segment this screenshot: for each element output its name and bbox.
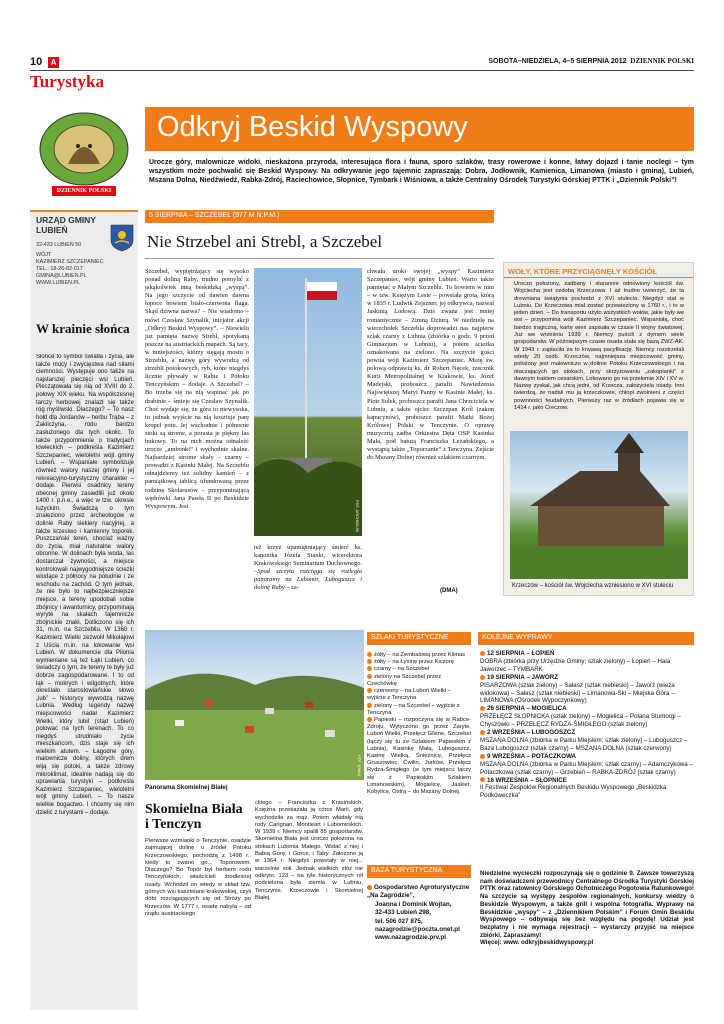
photo-caption-continuation: też krzyż upamiętniający śmierć ks. kanonika Józefa Stanki, wicerektora Krakowskiego Seminarium Duchownego. –Spod szczytu rozciąga się rozległa panoramy na Lubomir, Luboguszcz i dolinę Raby – za- (254, 544, 362, 592)
trail-item: zielony – na Szczebel – wyjście z Tenczyna (367, 702, 460, 716)
section-marker: A (48, 57, 59, 68)
article-kicker: 5 SIERPNIA – SZCZEBEL (977 M N.P.M.) (149, 212, 280, 219)
accommodation-website[interactable]: www.nazagrodzie.prv.pl (375, 934, 447, 942)
panorama-caption: Panorama Skomielnej Białej (145, 784, 228, 791)
issue-date: SOBOTA–NIEDZIELA, 4–5 SIERPNIA 2012 (488, 58, 627, 65)
article-title: Nie Strzebel ani Strebl, a Szczebel (147, 232, 383, 251)
sidebar-article-body: Słońce to symbol światła i życia, ale także mocy i zwycięstwa nad siłami ciemności. Występuje ono także na najstarszej pieczęci wsi Lubień. Pieczątowała się nią od XVIII do 2. połowy XIX wieku. Na współczesnej tarczy herbowej znalazł się także róg myśliwski. Dlaczego? – To nasz hołd dla Jordanów – herbu Trąba – z Zakliczyna, rodu bardzo zasłużonego dla tych okolic. To także przypomnienie o tradycjach łowieckich – podkreśla Kazimierz Szczepaniec, wieloletni wójt gminy Lubień. – Wspaniałe symbolizuje również walory naszej gminy i jej rekreacyjno-turystyczny charakter – dodaje. Pierwsi osadnicy tereny obecnej gminy zasiedlili już około 1400 r. p.n.e., a więc w tzw. okresie łużyckim. Świadczą o tym znaleziono przez archeologów w dolinie Raby siekiery nacyjnej, a także krzesiwo i kamienny toporek. Puszczański teren, chociaż ważny do życia, miał naturalne walory obronne. W dolinach była woda, las dostarczał żywności, a miejsce kontrolowali najwygodniejsze ścieżki wiodące z północy na południe i ze wschodu na zachód. O tym jednak, że nie było to najbezpieczniejsze miejsce, a tereny upodobali sobie zbójnicy i awanturnicy, przypominają wyryte na skałach tajemnicze zbójnickie znaki. Dolliczono się ich 31, m.in. na Szczebliu. W 1360 r. Kazimierz Wielki zezwolił Mikołajowi z Uścia m.in. na lokowanie wsi Lubień. W dokumencie dla Pilonia wymieniane są też Łąki Lubień, co świadczy o tym, że tereny te były już dobrze zagospodarowane. I to od łąk – mokrych i wilgotnych, które określało staroslowiańskie słowo „lub” – historycy wywodzą nazwę Lubnia. Według legendy nazwę miejscowości nadał Kazimierz Wielki, który lubił (stąd Lubień) polować na tych terenach. To co niegdyś utrudniało życie mieszkańcom, dziś staje się ich wielkim atutem. – Łagodne góry, malownicze doliny, których drem wiją się potoki, a także zdrowy mikroklimat, idealnie nadają się do uprawiania turystyki – podkreśla Kazimierz Szczepaniec, wieloletni wójt gminy Lubień. – To nasze wielkie bogactwo. I chcemy się nim dzielić z turystami – dodaje. (36, 354, 134, 816)
church-photo (510, 431, 688, 579)
article2-column-1: Pierwsze wzmianki o Tenczynie, osadzie zajmującej dolinę u źródeł Potoku Krzeczowskiego, pochodzą z 1498 r., kiedy to zwano go... Toporowem. Dlaczego? Bo Topór był herbem rodu Tenczyńskich, właścicieli środleśnej osady. Wchodził on wtedy w skład tzw. górnych wsi kasztelanii krakowskiej, czyli dóbr rozciągających się od Stróży po Krzeczów. W 1777 r. osadę nabyła – od rządu austriackiego (145, 838, 251, 917)
article-signature: (DMA) (440, 588, 458, 594)
trip-item: 19 SIERPNIA – JAWORZ PISARZOWA (szlak zielony) – Sałasz (szlak niebieski) – Jaworz (wieża widokowa) – Sałasz (szlak niebieski) – Limanowa-Ski – Miejska Góra – LIMANOWA (Ośrodek Wypoczynkowy) (480, 673, 675, 705)
trip-item: 9 WRZEŚNIA – POTACZKOWA MSZANA DOLNA (zbiórka w Parku Miejskim; szlak czarny) – Adamczykowa – Potaczkowa (szlak czarny) – Grzebień – RABKA-ZDRÓJ (szlak czarny) (480, 752, 693, 776)
office-website[interactable]: WWW.LUBIEN.PL (36, 280, 81, 286)
article-column-3: chwała uroki swojej „wyspy” Kazimierz Szczepaniec, wójt gminy Lubień. Warto także pamiętać o Małym Szczeblu. To bowiem w nim – w tzw. Księżym Lesie – powstała grota, którą w 1835 r. Ludwik Zejszner, jej odkrywca, nazwał Jaskinią Lodową. Dziś zwana jest mniej romantycznie – Zimną Dziurą. W niedzielę na wierzchołek Szczebla doprowadzi nas najpierw szlak czarny z Lubnia (zbiórka o godz. 9 przed Gimnazjum w Lubniu), a potem ścieżka oznakowana na zielono. Na szczycie gości powita wójt Kazimierz Szczepaniec. Mszę św. polową odprawią ks. dr Robert Nęcek, rzecznik Kurii Metropolitalnej w Krakowie, ks. Józef Madejski, proboszcz parafii Nawiedzenia Najświętszej Maryi Panny w Kasinie Małej, ks. Piotr Sulek, proboszcz parafii Jana Chrzciciela w Lubniu, a także ojciec Szczepan Król (zakon kapucynów), proboszcz parafii Matki Bożej Królowej Polski w Tenczynie. O oprawę muzyczną zadba Orkiestra Dęta OSP Kasinka Mała, pod batutą Franciszka Leżańskiego, a wystąpią także „Toporzanie” z Tenczyna. Zejście do Mszany Dolnej również szlakiem czarnym. (367, 268, 494, 462)
lead-paragraph: Urocze góry, malownicze widoki, nieskażona przyroda, interesująca flora i fauna, sporo szlaków, trasy rowerowe i konne, łatwy dojazd i tanie noclegi – tym wszystkim może pochwalić się Beskid Wyspowy. Na odkrywanie jego tajemnic zapraszają: Dobra, Jodłownik, Kamienica, Limanowa (miasto i gmina), Lubień, Mszana Dolna, Niedźwiedź, Rabka-Zdrój, Raciechowice, Słopnice, Tymbark i Wiśniowa, a także Centralny Ośrodek Turystyki Górskiej PTTK i „Dziennik Polski”! (149, 159, 694, 185)
logo-paper-name: DZIENNIK POLSKI (52, 186, 116, 196)
trips-heading: KOLEJNE WYPRAWY (482, 634, 553, 641)
trail-item: żółty – na Łysinę przez Kiczorę (367, 659, 471, 666)
accommodation-info: Gospodarstwo Agroturystyczne „Na Zagrodzie”, Joanna i Dominik Wojtan, 32-433 Lubień 298, tel. 506 027 875, nazagrodzie@poczta.onet.pl www.nazagrodzie.prv.pl (367, 884, 470, 942)
trail-item: czarny – na Szczebel (367, 666, 471, 673)
trail-item: Papieski – rozpoczyna się w Rabce-Zdroju. Wytyczono go przez Zaryte, Luboń Wielki, Przełęcz Glisne, Szczebel (łączy się tu ze Szlakiem Papieskim z Lubnia), Kasinkę Małą, Luboguszcz, Kasinę Wielką, Śnieżnicę, Przełęcz Gruszowiec, Ćwilin, Jurków, Przełęcz Rydza-Śmigłego (w tym miejscu łączy się z Papieskim Szlakiem Limanowskim), Mogielicę, Jaskier, Kobylicę, Ostrą – do Mszany Dolnej. (367, 717, 471, 796)
office-email[interactable]: GMINA@LUBIEN.PL (36, 273, 87, 279)
panorama-photo (145, 630, 364, 780)
photo-credit: FOT. ARCHIWUM (355, 500, 360, 532)
office-title: URZĄD GMINY LUBIEŃ (36, 215, 96, 235)
trail-item: zielony na Szczebel przez Czechówkę (367, 673, 442, 687)
logo-emblem-icon (30, 106, 138, 196)
article-kicker-bar (145, 210, 494, 223)
office-address: 32-433 LUBIEŃ 50 WÓJT KAZIMIERZ SZCZEPANIEC TEL.: 18-26-82-017 GMINA@LUBIEN.PL WWW.LUBIEN.PL (36, 242, 104, 286)
section-title: Turystyka (30, 72, 105, 91)
trail-item: żółty – na Zembalową przez Klimas (367, 652, 471, 659)
trails-heading: SZLAKI TURYSTYCZNE (371, 634, 449, 641)
left-sidebar (30, 210, 138, 1010)
church-box (503, 262, 694, 596)
article2-column-2: ckiego – Franciszka z Krasińskich. Księżna przekazała ją córce Marii, gdy wychodziła za mąż. Potem władały nią rody Carignan, Montieart i Lubomirskich. W 1939 r. Niemcy spalili 85 gospodarstw. Skomielna Biała jest uroczo położona na stokach Lubonia Małego. Widać z niej i Babią Górę, i Gorce, i Tatry. Założono ją w 1364 r. Niegdyś powstały w niej... warzelnie soli. Jednak wielkich złóż nie odkryto. 123 – na tyle historycznych ról podzielona była ziemia w Lubniu, Tenczynie, Krzeczowie i Skomielnej Białej. (255, 800, 363, 901)
wooden-church-icon (510, 431, 688, 579)
sidebar-article-title: W krainie słońca (36, 321, 130, 336)
accommodation-email[interactable]: nazagrodzie@poczta.onet.pl (375, 926, 460, 934)
panorama-credit: FOT. (DMA) (357, 754, 362, 776)
main-title: Odkryj Beskid Wyspowy (157, 111, 468, 143)
page-header (30, 56, 694, 70)
base-heading: BAZA TURYSTYCZNA (371, 867, 443, 874)
trip-item: 16 WRZEŚNIA – SŁOPNICE II Festiwal Zespołów Regionalnych Beskidu Wyspowego „Beskidzka Podkóweczka” (480, 776, 667, 800)
trips-list (480, 650, 694, 800)
trails-list (367, 652, 471, 796)
base-heading-bar (367, 865, 471, 878)
campaign-logo (30, 106, 138, 196)
article2-title: Skomielna Biała i Tenczyn (145, 802, 243, 832)
trip-item: 26 SIERPNIA – MOGIELICA PRZEŁĘCZ SŁOPNICKA (szlak zielony) – Mogielica – Polana Stumorgi – Chyszówki – PRZEŁĘCZ RYDZA-ŚMIGŁEGO (szlak zielony) (480, 705, 681, 729)
church-body: Uroczo położony, zadbany i starannie odnowiony kościół św. Wojciecha jest ozdobą Krzeczowa. I aż trudno uwierzyć, że ta drewniana świątynia pochodzi z XVI stulecia. Niegdyś stał w Lubniu. Do Krzeczowa miał zostać przewieziony w 1760 r., i to w jeden dzień. – Do transportu użyto wszystkich wołów, jakie były we wsi – przypomina wójt Kazimierz Szczepaniec. Wspaniałą, choć bardzo tragiczną, kartę wieś zapisała w czasie II wojny światowej. Już we wrześniu 1939 r. Niemcy puścili z dymem wiele gospodarstw. W późniejszym czasie osada stała się bazą ZWZ-AK. W 1943 r. zapłaciła za to krwawą pacyfikację. Niemcy rozstrzelali wtedy 20 osób. Krzeczów, najmniejsza miejscowość gminy, położony jest malowniczo w dolinie Potoku Krzeczowskiego i na otaczających go stokach, przy skrzyżowaniu „zakopianki” z dawnym traktem cesarskim. Lokowano go na przełomie XIV i XV w. Nazwę zyskał, jak chcą jedni, od Krzecza, założyciela osady. Inni twierdzą, że nadali mu ją krzeczkowie, chłopi zwolnieni z części powinności feudalnych. Pierwszy raz w źródłach pojawia się w 1414 r. jako Creczow. (514, 281, 684, 412)
trip-item: 12 SIERPNIA – ŁOPIEŃ DOBRA (zbiórka przy Urzędzie Gminy; szlak zielony) – Łopień – Hala Jaworzec – TYMBARK (480, 650, 671, 673)
trip-item: 2 WRZEŚNIA – LUBOGOSZCZ MSZANA DOLNA (zbiórka w Parku Miejskim; szlak zielony) – Luboguszcz – Baza Lubogoszcz (szlak czarny) – MSZANA DOLNA (szlak czerwony) (480, 729, 688, 752)
church-heading: WOŁY, KTÓRE PRZYCIĄGNĘŁY KOŚCIÓŁ (508, 267, 658, 276)
trips-heading-bar (478, 632, 694, 645)
village-landscape-icon (145, 630, 364, 780)
campaign-website[interactable]: Więcej: www. odkryjbeskidwyspowy.pl (480, 939, 594, 947)
title-banner (145, 107, 694, 151)
trips-footer: Niedzielne wycieczki rozpoczynają się o godzinie 9. Zawsze towarzyszą nam doświadczeni przewodnicy Centralnego Ośrodka Turystyki Górskiej PTTK oraz ratownicy Górskiego Ochotniczego Pogotowia Ratunkowego! Na szczycie są występy zespołów regionalnych, konkursy wiedzy o Beskidzie Wyspowym, a także grill i wspólna fotografia. Wyprawy na Beskidzkie „wyspy” – z „Dziennikiem Polskim” i Forum Gmin Beskidu Wyspowego – odbywają się bez względu na pogodę! Udział jest bezpłatny i nie wymaga rejestracji – wystarczy przyjść na miejsce zbiórki. Zapraszamy! Więcej: www. odkryjbeskidwyspowy.pl (480, 870, 694, 947)
summit-photo (254, 268, 362, 536)
summit-flag-icon (254, 268, 362, 536)
trails-heading-bar (367, 632, 471, 645)
church-caption: Krzeczów – kościół św. Wojciecha wzniesiono w XVI stuleciu (512, 583, 674, 589)
page-number: 10 (30, 56, 43, 68)
trail-item: czerwony – na Luboń Wielki – wyjście z Tenczyna (367, 688, 452, 702)
paper-name: DZIENNIK POLSKI (630, 57, 694, 65)
coat-of-arms-icon (110, 224, 134, 252)
article-column-1: Szczebel, wypiętrzający się wysoko ponad doliną Raby, trudno pomylić z jakąkolwiek inną beskidzką „wyspą”. Na jego szczycie od dawien dawna łopoce bowiem biało-czerwona flaga. Skąd dziwna nazwa? – Nie wiadomo – mówi Czesław Szynalik, inicjator akcji „Odkryj Beskid Wyspowy”. – Niewielu już pamięta nazwę Strebl, spotykaną jeszcze na austriackich mapach. Są tacy, w mniejszości, którzy sięgają mostu o Strzeblu, a nazwę góry wywodzą od strzebli potokowych, ryb, które niegdyś licznie pływały w Rabie i Potoku Tenczyńskim – dodaje. A Szczebel? – Bo trzeba się na nią wspinać jak po drabinie – śmieje się Czesław Szynalik. Choć wydaje się, że góra to niewysoka, to jednak wyjście na nią kosztuje parę kropel potu. Jej wschodnie i północne stoki są strome, a porasta je piękny las bukowy. To na nich można odnaleźć urocze „ambonki” i wychodnie skalne. Najbardziej strome skały – czarny – prowadzi z Kasinki Małej. Na Szczeblu odnajdziemy też solidny kamień – z pamiątkową tablicą ufundowaną przez rodzinę Skolarusów – przypominającą wędrówki Jana Pawła II po Beskidzie Wyspowym. Jest (145, 268, 249, 510)
